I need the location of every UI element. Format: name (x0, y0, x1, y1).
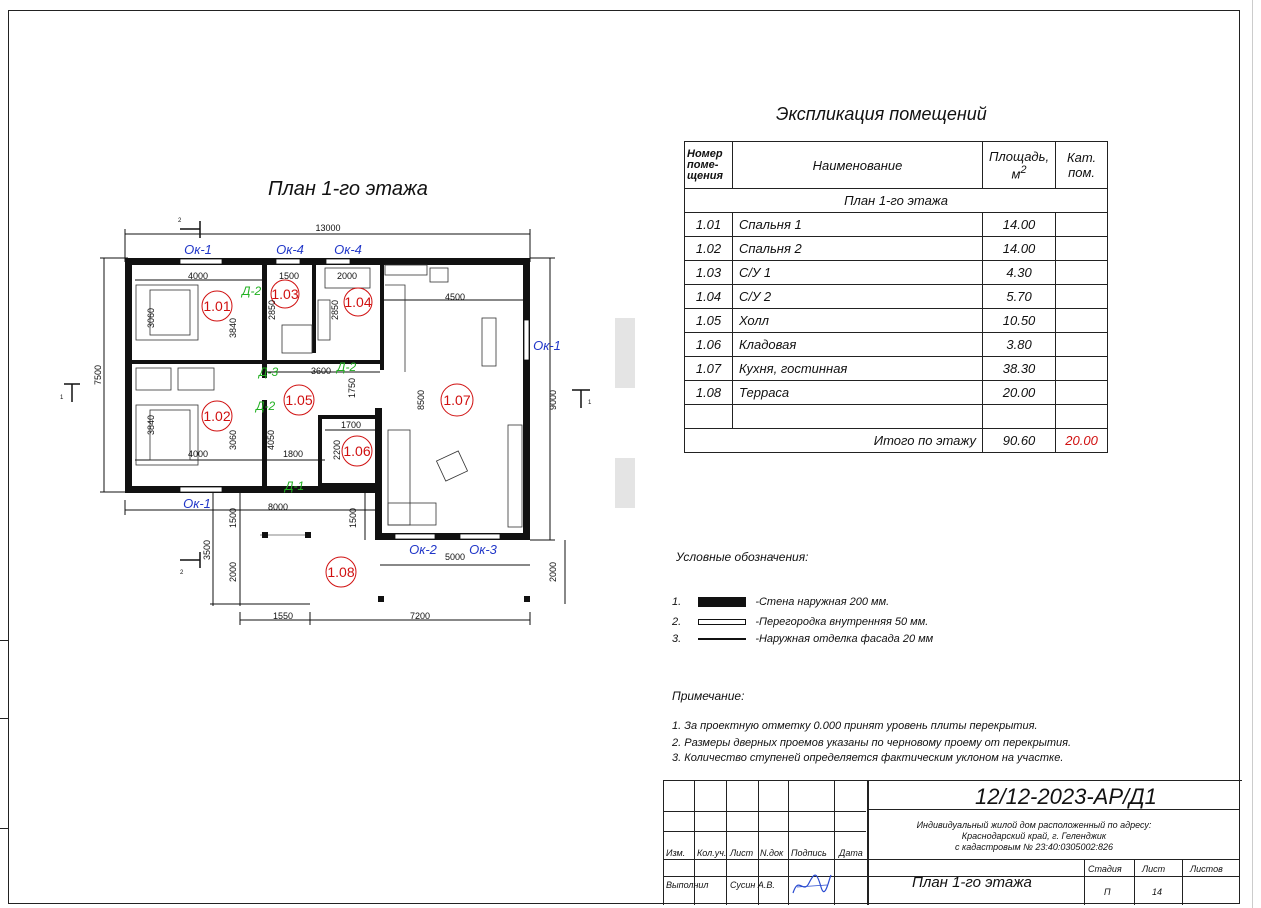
row-area: 10.50 (983, 309, 1056, 333)
dim: 8500 (416, 389, 426, 411)
door-label: Д-2 (337, 360, 357, 374)
notes-title: Примечание: (672, 689, 745, 703)
explication-row (685, 237, 1108, 261)
total-label: Итого по этажу (685, 429, 983, 453)
window-label: Ок-3 (469, 542, 497, 557)
dim: 7200 (409, 611, 431, 621)
dim: 3840 (228, 317, 238, 339)
explication-row (685, 285, 1108, 309)
dim: 4000 (187, 449, 209, 459)
window-label: Ок-1 (183, 496, 211, 511)
legend-facade-swatch (698, 638, 746, 640)
stamp-col-label: Подпись (791, 848, 827, 858)
stamp-sheet-label: Лист (1142, 864, 1166, 874)
window-label: Ок-4 (276, 242, 304, 257)
stamp-col-label: N.док (760, 848, 784, 858)
dim: 1500 (348, 507, 358, 529)
dim: 2200 (332, 439, 342, 461)
row-name: Кухня, гостинная (733, 357, 983, 381)
dim: 5000 (444, 552, 466, 562)
row-number: 1.04 (685, 285, 733, 309)
row-cat (1056, 261, 1108, 285)
explication-table (684, 141, 1108, 453)
header-number: Номер поме- щения (685, 142, 733, 189)
header-name: Наименование (733, 142, 983, 189)
row-number: 1.08 (685, 381, 733, 405)
total-area: 90.60 (983, 429, 1056, 453)
room-label: 1.04 (344, 294, 372, 310)
dim: 3500 (202, 539, 212, 561)
row-name: Спальня 2 (733, 237, 983, 261)
dim: 13000 (315, 223, 341, 233)
row-name: С/У 2 (733, 285, 983, 309)
stamp-stage-label: Стадия (1088, 864, 1122, 874)
note-item: 2. Размеры дверных проемов указаны по черновому проему от перекрытия. (672, 737, 1072, 749)
row-cat (1056, 333, 1108, 357)
window-label: Ок-1 (184, 242, 212, 257)
dim: 3060 (228, 429, 238, 451)
stamp-sheets-label: Листов (1190, 864, 1223, 874)
room-label: 1.03 (271, 286, 299, 302)
row-cat (1056, 381, 1108, 405)
explication-row (685, 333, 1108, 357)
room-label: 1.08 (327, 564, 355, 580)
legend-title: Условные обозначения: (676, 550, 809, 564)
row-name: С/У 1 (733, 261, 983, 285)
dim: 4000 (187, 271, 209, 281)
stamp-col-label: Кол.уч. (697, 848, 727, 858)
window-label: Ок-1 (533, 338, 561, 353)
stamp-col-label: Дата (839, 848, 863, 858)
window-label: Ок-4 (334, 242, 362, 257)
row-cat (1056, 213, 1108, 237)
row-name: Холл (733, 309, 983, 333)
stamp-col-label: Изм. (666, 848, 686, 858)
legend-item: 2. -Перегородка внутренняя 50 мм. (672, 616, 929, 628)
row-number: 1.01 (685, 213, 733, 237)
dim: 4500 (444, 292, 466, 302)
dim: 3060 (146, 307, 156, 329)
row-cat (1056, 285, 1108, 309)
room-label: 1.05 (285, 392, 313, 408)
dim: 9000 (548, 389, 558, 411)
dim: 8000 (267, 502, 289, 512)
row-number: 1.03 (685, 261, 733, 285)
header-area: Площадь, $м^2$ (983, 142, 1056, 189)
row-number: 1.02 (685, 237, 733, 261)
sheet-title: План 1-го этажа (912, 874, 1032, 891)
section-row: План 1-го этажа (685, 189, 1108, 213)
explication-row (685, 213, 1108, 237)
header-cat: Кат. пом. (1056, 142, 1108, 189)
row-area: 5.70 (983, 285, 1056, 309)
dim: 1550 (272, 611, 294, 621)
floor-plan (0, 0, 640, 640)
page-edge (1252, 0, 1261, 908)
stamp-col-label: Лист (730, 848, 754, 858)
stamp-sheet: 14 (1152, 887, 1163, 897)
row-name: Кладовая (733, 333, 983, 357)
door-label: Д-1 (285, 479, 305, 493)
dim: 1800 (282, 449, 304, 459)
section-mark: 1 (588, 400, 592, 406)
explication-row (685, 381, 1108, 405)
dim: 2850 (267, 299, 277, 321)
legend-item: 3. -Наружная отделка фасада 20 мм (672, 633, 934, 645)
door-label: Д-2 (242, 284, 262, 298)
explication-title: Экспликация помещений (776, 104, 987, 124)
row-area: 4.30 (983, 261, 1056, 285)
explication-row (685, 309, 1108, 333)
row-name: Терраса (733, 381, 983, 405)
room-label: 1.01 (203, 298, 231, 314)
dim: 1500 (228, 507, 238, 529)
note-item: 1. За проектную отметку 0.000 принят уровень плиты перекрытия. (672, 720, 1038, 732)
dim: 1500 (278, 271, 300, 281)
row-number: 1.05 (685, 309, 733, 333)
row-number: 1.07 (685, 357, 733, 381)
row-area: 14.00 (983, 213, 1056, 237)
dim: 2000 (336, 271, 358, 281)
stamp-performer-role: Выполнил (666, 880, 709, 890)
dim: 3840 (146, 414, 156, 436)
row-name: Спальня 1 (733, 213, 983, 237)
row-cat (1056, 237, 1108, 261)
total-extra: 20.00 (1056, 429, 1108, 453)
room-label: 1.07 (443, 392, 471, 408)
signature-image (789, 865, 834, 901)
document-code: 12/12-2023-АР/Д1 (975, 784, 1157, 809)
row-area: 3.80 (983, 333, 1056, 357)
dim: 3600 (310, 366, 332, 376)
row-cat (1056, 357, 1108, 381)
section-mark: 2 (180, 570, 184, 576)
plan-title: План 1-го этажа (268, 178, 428, 200)
explication-row (685, 261, 1108, 285)
legend-partition-swatch (698, 619, 746, 625)
door-label: Д-3 (259, 365, 279, 379)
door-label: Д-2 (256, 399, 276, 413)
stamp-stage: П (1104, 887, 1111, 897)
dim: 1750 (347, 377, 357, 399)
legend-wall-swatch (698, 597, 746, 607)
stamp-performer-name: Сусин А.В. (730, 880, 775, 890)
window-label: Ок-2 (409, 542, 437, 557)
dim: 7500 (93, 364, 103, 386)
dim: 2850 (330, 299, 340, 321)
explication-row (685, 357, 1108, 381)
dim: 1700 (340, 420, 362, 430)
watermark (610, 318, 640, 508)
row-number: 1.06 (685, 333, 733, 357)
room-label: 1.02 (203, 408, 231, 424)
project-address: Индивидуальный жилой дом расположенный по адресу: Краснодарский край, г. Геленджик с кадастровым № 23:40:0305002:826 (916, 820, 1152, 852)
dim: 2000 (548, 561, 558, 583)
row-area: 20.00 (983, 381, 1056, 405)
dim: 4050 (266, 429, 276, 451)
row-cat (1056, 309, 1108, 333)
note-item: 3. Количество ступеней определяется фактическим уклоном на участке. (672, 752, 1064, 764)
row-area: 38.30 (983, 357, 1056, 381)
legend-item: 1. -Стена наружная 200 мм. (672, 596, 890, 608)
dim: 2000 (228, 561, 238, 583)
room-label: 1.06 (343, 443, 371, 459)
left-strip (0, 640, 8, 908)
section-mark: 2 (178, 218, 182, 224)
row-area: 14.00 (983, 237, 1056, 261)
section-mark: 1 (60, 395, 64, 401)
